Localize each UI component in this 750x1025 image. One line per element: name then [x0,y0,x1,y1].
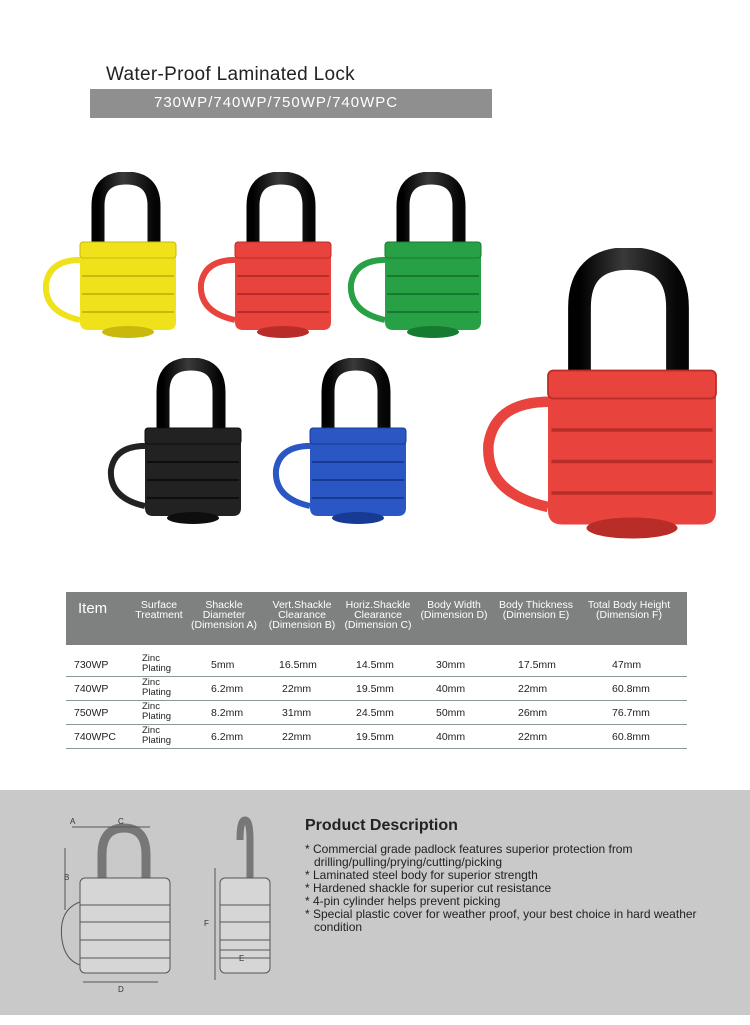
shackle [403,178,459,244]
list-item: * Commercial grade padlock features superior protection from drilling/pulling/prying/cutting/picking [305,842,633,869]
list-item: * Laminated steel body for superior strength [305,868,538,882]
dim-label-a: A [70,817,76,826]
header-body-thickness: Body Thickness (Dimension E) [499,599,573,621]
dim-label-c: C [118,817,124,826]
page-title: Water-Proof Laminated Lock [106,64,355,85]
shackle [253,178,309,244]
dim-label-d: D [118,985,124,994]
padlock-image [40,172,190,342]
diagram-body [80,878,170,973]
cover-strap [46,260,86,320]
list-item: * Special plastic cover for weather proof, your best choice in hard weather condition [305,907,697,934]
cover-strap [201,260,241,320]
cover-strap [488,402,558,507]
keyhole-cover [587,518,678,539]
keyhole-cover [407,326,459,338]
keyhole-cover [332,512,384,524]
dim-label-f: F [204,919,209,928]
keyhole-cover [102,326,154,338]
header-vert-clearance: Vert.Shackle Clearance (Dimension B) [268,599,336,631]
description-title: Product Description [305,817,458,834]
table-row: 740WPC Zinc Plating 6.2mm 22mm 19.5mm 40mm 22mm 60.8mm [66,725,687,749]
header-item: Item [78,600,108,617]
padlock-image [345,172,495,342]
cover-strap [111,446,151,506]
model-list: 730WP/740WP/750WP/740WPC [154,94,399,111]
keyhole-cover [257,326,309,338]
shackle [328,364,384,430]
padlock-image [270,358,420,528]
description-list [304,843,704,934]
table-row: 730WP Zinc Plating 5mm 16.5mm 14.5mm 30mm 17.5mm 47mm [66,653,687,677]
dimension-diagram [50,810,340,1025]
shackle [98,178,154,244]
diagram-shackle [102,828,146,880]
keyhole-cover [167,512,219,524]
shackle [580,259,678,375]
cover-strap [351,260,391,320]
dim-label-e: E [239,954,245,963]
list-item: * Hardened shackle for superior cut resistance [305,881,552,895]
padlock-image [195,172,345,342]
padlock-image [478,248,741,546]
spec-table [66,592,687,749]
header-shackle-diameter: Shackle Diameter (Dimension A) [191,599,257,631]
header-total-height: Total Body Height (Dimension F) [587,599,671,621]
table-row: 750WP Zinc Plating 8.2mm 31mm 24.5mm 50mm 26mm 76.7mm [66,701,687,725]
product-description-section [0,790,750,1015]
header-horiz-clearance: Horiz.Shackle Clearance (Dimension C) [344,599,412,631]
model-banner [90,89,492,118]
padlock-image [105,358,255,528]
dim-label-b: B [64,873,70,882]
table-row: 740WP Zinc Plating 6.2mm 22mm 19.5mm 40mm 22mm 60.8mm [66,677,687,701]
shackle [163,364,219,430]
cover-strap [276,446,316,506]
header-surface: Surface Treatment [135,599,183,621]
list-item: * 4-pin cylinder helps prevent picking [305,894,501,908]
header-body-width: Body Width (Dimension D) [420,599,488,621]
table-header [66,592,687,645]
